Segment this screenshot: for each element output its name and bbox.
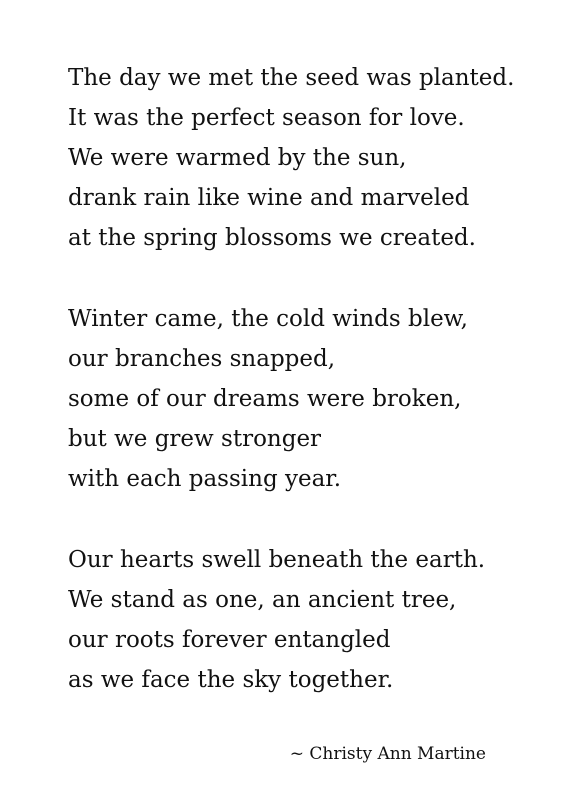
poem-line: It was the perfect season for love. [68,105,465,131]
poem-line: We stand as one, an ancient tree, [68,587,457,613]
poem-line: Our hearts swell beneath the earth. [68,547,486,573]
poem [68,58,558,700]
poem-line: drank rain like wine and marveled [68,185,470,211]
author-attribution: ~ Christy Ann Martine [289,744,486,764]
poem-line: We were warmed by the sun, [68,145,407,171]
stanza-3 [68,540,558,700]
poem-line: Winter came, the cold winds blew, [68,306,468,332]
poem-line: as we face the sky together. [68,667,394,693]
stanza-2 [68,299,558,499]
poem-line: but we grew stronger [68,426,322,452]
poem-line: with each passing year. [68,466,342,492]
poem-line: The day we met the seed was planted. [68,65,515,91]
stanza-1 [68,58,558,258]
poem-line: our roots forever entangled [68,627,391,653]
poem-line: at the spring blossoms we created. [68,225,476,251]
poem-line: our branches snapped, [68,346,336,372]
poem-line: some of our dreams were broken, [68,386,462,412]
